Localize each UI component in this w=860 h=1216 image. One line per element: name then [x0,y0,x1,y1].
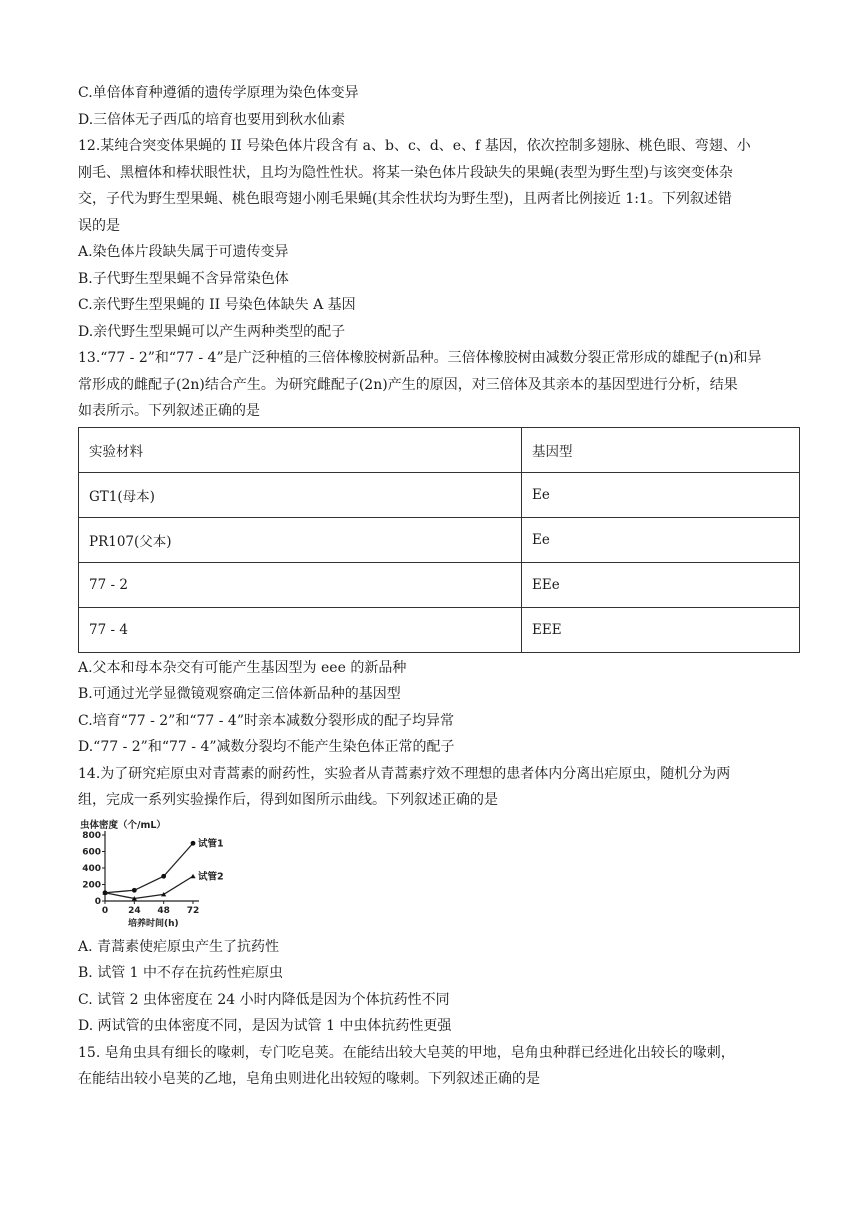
question-12 [78,133,800,345]
table-cell: Ee [522,472,800,517]
question-stem-line: 在能结出较小皂荚的乙地，皂角虫则进化出较短的喙刺。下列叙述正确的是 [78,1071,540,1087]
option-b: B.子代野生型果蝇不含异常染色体 [78,270,289,287]
option-a: A. 青蒿素使疟原虫产生了抗药性 [78,938,280,955]
density-line-chart [78,818,228,930]
x-tick-label: 48 [157,905,170,916]
question-14 [78,761,800,1040]
table-row [79,607,800,652]
option-line: D.三倍体无子西瓜的培育也要用到秋水仙素 [78,111,346,128]
table-cell: PR107(父本) [79,517,522,562]
data-point [132,887,137,892]
table-row [79,562,800,607]
question-stem-line: 15. 皂角虫具有细长的喙刺，专门吃皂荚。在能结出较大皂荚的甲地，皂角虫种群已经进化出较长的喙刺， [78,1044,735,1061]
option-a: A.染色体片段缺失属于可遗传变异 [78,244,289,260]
question-stem-line: 误的是 [78,217,120,234]
y-tick-label: 200 [82,880,101,890]
question-stem-line: 刚毛、黑檀体和棒状眼性状，且均为隐性性状。将某一染色体片段缺失的果蝇(表型为野生型)与该突变体杂 [78,164,733,181]
option-b: B. 试管 1 中不存在抗药性疟原虫 [78,965,283,981]
data-point [191,840,196,845]
question-stem-line: 13.“77 - 2”和“77 - 4”是广泛种植的三倍体橡胶树新品种。三倍体橡胶树由减数分裂正常形成的雄配子(n)和异 [78,350,762,366]
question-stem-line: 12.某纯合突变体果蝇的 II 号染色体片段含有 a、b、c、d、e、f 基因，依次控制多翅脉、桃色眼、弯翅、小 [78,138,751,154]
option-c: C. 试管 2 虫体密度在 24 小时内降低是因为个体抗药性不同 [78,991,450,1008]
chart-svg [78,818,228,930]
chart-ylabel: 虫体密度（个/mL） [80,819,166,831]
option-b: B.可通过光学显微镜观察确定三倍体新品种的基因型 [78,686,401,702]
table-cell: EEe [522,562,800,607]
table-header-cell: 实验材料 [79,427,522,472]
option-d: D.亲代野生型果蝇可以产生两种类型的配子 [78,323,346,340]
table-row [79,517,800,562]
question-stem-line: 交，子代为野生型果蝇、桃色眼弯翅小刚毛果蝇(其余性状均为野生型)，且两者比例接近 1:1。下列叙述错 [78,191,732,207]
x-tick-label: 72 [186,905,200,916]
table-cell: 77 - 4 [79,607,522,652]
option-a: A.父本和母本杂交有可能产生基因型为 eee 的新品种 [78,659,407,676]
genotype-table [78,427,800,653]
option-line: C.单倍体育种遵循的遗传学原理为染色体变异 [78,85,359,101]
question-stem-line: 组，完成一系列实验操作后，得到如图所示曲线。下列叙述正确的是 [78,792,498,808]
series-label: 试管1 [198,837,224,849]
series-label: 试管2 [198,870,224,882]
y-tick-label: 0 [94,896,101,907]
x-tick-label: 0 [101,905,109,916]
table-cell: 77 - 2 [79,562,522,607]
question-13 [78,345,800,761]
question-stem-line: 常形成的雌配子(2n)结合产生。为研究雌配子(2n)产生的原因，对三倍体及其亲本的基因型进行分析，结果 [78,376,738,393]
data-point [190,873,195,877]
series-line [105,876,193,898]
option-d: D. 两试管的虫体密度不同，是因为试管 1 中虫体抗药性更强 [78,1018,452,1034]
question-stem-line: 14.为了研究疟原虫对青蒿素的耐药性，实验者从青蒿素疗效不理想的患者体内分离出疟原虫，随机分为两 [78,765,731,782]
x-tick-label: 24 [128,905,141,916]
y-tick-label: 400 [82,863,101,874]
table-cell: EEE [522,607,800,652]
table-cell: Ee [522,517,800,562]
chart-xlabel: 培养时间(h) [128,918,179,929]
question-15 [78,1040,800,1093]
document-page [78,80,800,1093]
table-header-row [79,427,800,472]
option-c: C.培育“77 - 2”和“77 - 4”时亲本减数分裂形成的配子均异常 [78,712,454,729]
table-header-cell: 基因型 [522,427,800,472]
option-d: D.“77 - 2”和“77 - 4”减数分裂均不能产生染色体正常的配子 [78,739,455,755]
table-cell: GT1(母本) [79,472,522,517]
table-row [79,472,800,517]
data-point [161,873,166,878]
y-tick-label: 800 [82,830,101,841]
question-stem-line: 如表所示。下列叙述正确的是 [78,403,260,419]
option-c: C.亲代野生型果蝇的 II 号染色体缺失 A 基因 [78,297,356,313]
series-line [105,843,193,893]
y-tick-label: 600 [82,847,101,857]
